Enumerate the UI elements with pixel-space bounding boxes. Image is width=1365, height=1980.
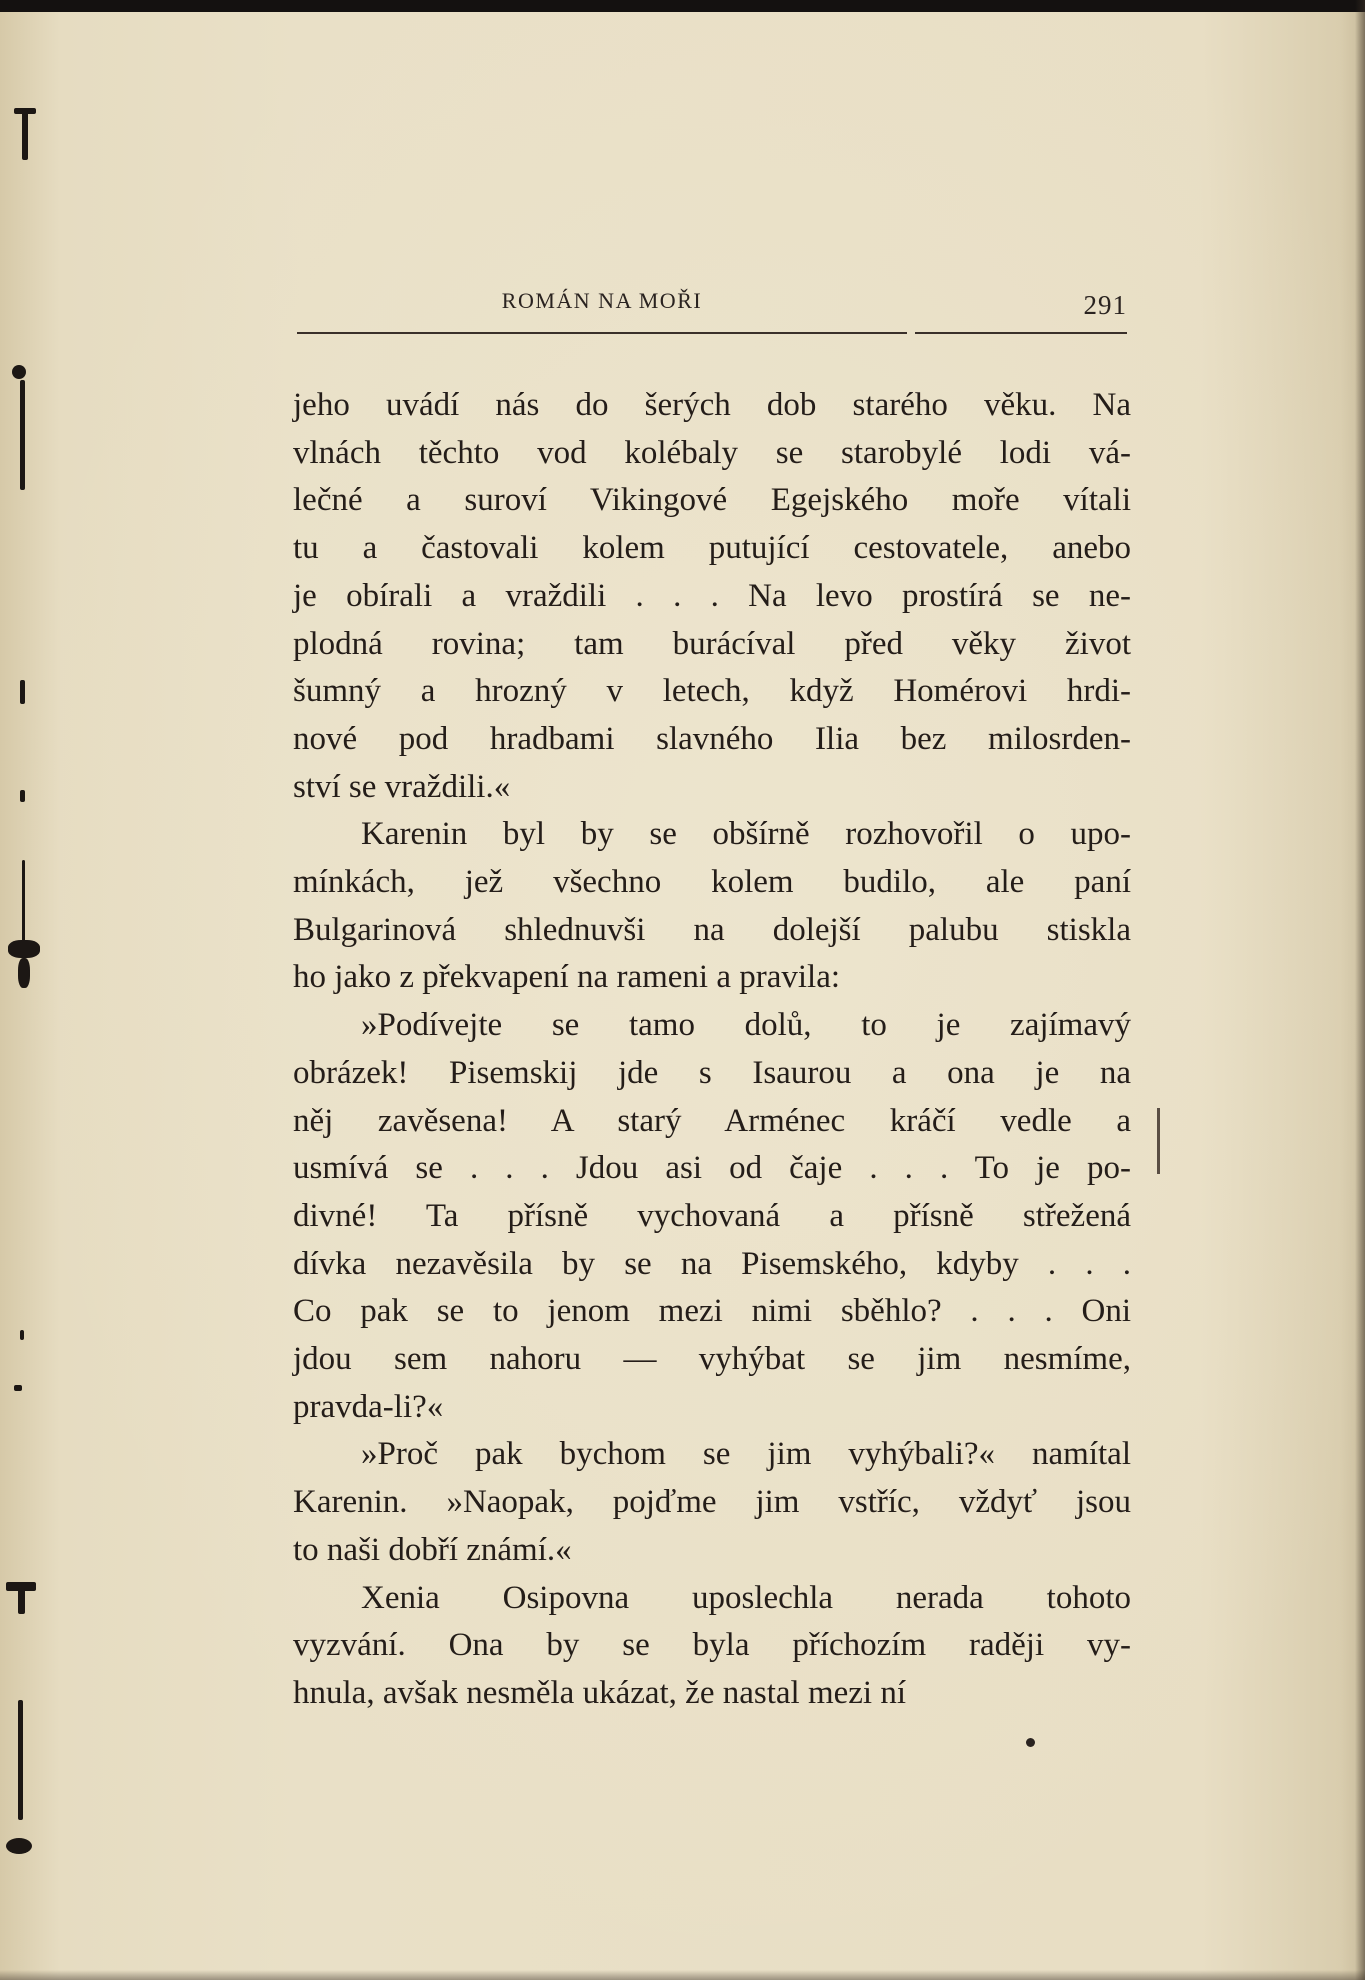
paragraph (293, 382, 1131, 811)
binding-mark (20, 790, 25, 802)
text-line: Karenin. »Naopak, pojďme jim vstříc, vždyť jsou (293, 1484, 1131, 1521)
paragraph (293, 1431, 1131, 1574)
binding-mark (22, 110, 28, 160)
header-rule (297, 332, 907, 334)
text-line: hnula, avšak nesměla ukázat, že nastal mezi ní (293, 1674, 906, 1711)
text-line: jeho uvádí nás do šerých dob starého věku. Na (293, 387, 1131, 423)
binding-mark (20, 680, 25, 704)
text-line: nové pod hradbami slavného Ilia bez milosrden- (293, 720, 1131, 757)
text-line: Xenia Osipovna uposlechla nerada tohoto (361, 1579, 1131, 1616)
binding-mark (20, 1330, 24, 1340)
binding-mark (18, 1700, 23, 1820)
text-line: lečné a suroví Vikingové Egejského moře vítali (293, 482, 1131, 519)
text-line: to naši dobří známí.« (293, 1531, 572, 1568)
text-line: »Podívejte se tamo dolů, to je zajímavý (361, 1007, 1131, 1044)
paragraph (293, 1575, 1131, 1718)
text-line: »Proč pak bychom se jim vyhýbali?« namítal (361, 1436, 1131, 1473)
text-line: Karenin byl by se obšírně rozhovořil o upo- (361, 816, 1131, 853)
text-line: Co pak se to jenom mezi nimi sběhlo? . . . Oni (293, 1293, 1131, 1330)
text-line: mínkách, jež všechno kolem budilo, ale paní (293, 864, 1131, 901)
binding-mark (20, 380, 25, 490)
header-rule (915, 332, 1127, 334)
page-header (297, 288, 1127, 336)
text-line: ství se vraždili.« (293, 768, 511, 805)
binding-gutter (0, 0, 40, 1980)
binding-mark (14, 1385, 22, 1391)
text-line: usmívá se . . . Jdou asi od čaje . . . To je po- (293, 1150, 1131, 1187)
margin-mark (1157, 1108, 1160, 1174)
scan-top-edge (0, 0, 1365, 12)
text-line: obrázek! Pisemskij jde s Isaurou a ona je na (293, 1054, 1131, 1091)
binding-mark (18, 1588, 25, 1614)
text-line: jdou sem nahoru — vyhýbat se jim nesmíme, (293, 1341, 1131, 1378)
text-line: něj zavěsena! A starý Arménec kráčí vedle a (293, 1102, 1131, 1139)
text-line: pravda-li?« (293, 1388, 444, 1425)
binding-mark (22, 860, 25, 950)
binding-mark (6, 1838, 32, 1854)
text-line: divné! Ta přísně vychovaná a přísně střežená (293, 1197, 1131, 1234)
paragraph (293, 811, 1131, 1002)
body-text (293, 382, 1131, 1718)
binding-mark (8, 940, 40, 958)
page-number: 291 (1083, 290, 1127, 320)
text-line: šumný a hrozný v letech, když Homérovi hrdi- (293, 673, 1131, 710)
text-line: vyzvání. Ona by se byla příchozím raději vy- (293, 1627, 1131, 1664)
binding-mark (12, 365, 26, 379)
page-right-shadow (1355, 0, 1365, 1980)
text-line: je obírali a vraždili . . . Na levo prostírá se ne- (293, 577, 1131, 614)
text-line: dívka nezavěsila by se na Pisemského, kdyby . . . (293, 1245, 1131, 1282)
text-line: vlnách těchto vod kolébaly se starobylé lodi vá- (293, 434, 1131, 471)
page-bottom-shadow (0, 1970, 1365, 1980)
running-title: ROMÁN NA MOŘI (501, 288, 703, 313)
binding-mark (18, 958, 30, 988)
text-line: plodná rovina; tam burácíval před věky život (293, 625, 1131, 662)
text-line: ho jako z překvapení na rameni a pravila: (293, 959, 841, 996)
text-line: Bulgarinová shlednuvši na dolejší palubu stiskla (293, 911, 1131, 948)
text-line: tu a častovali kolem putující cestovatele, anebo (293, 530, 1131, 567)
signature-mark (1026, 1738, 1035, 1747)
paragraph (293, 1002, 1131, 1431)
